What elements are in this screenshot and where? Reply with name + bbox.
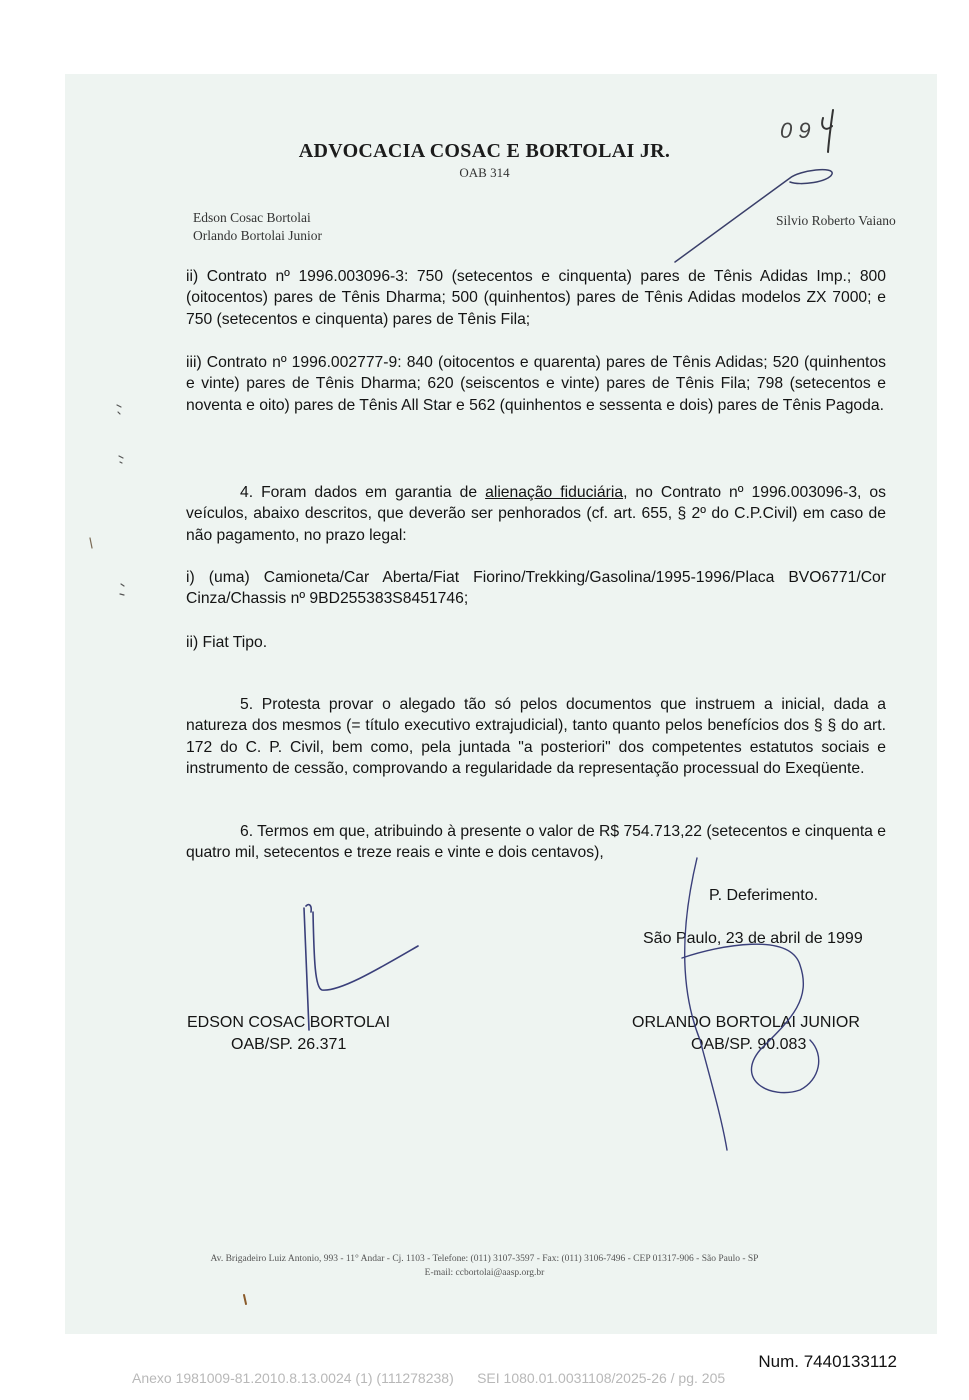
firm-oab: OAB 314	[459, 165, 510, 180]
page-mark: 0 9	[780, 118, 811, 143]
signer-left-name: EDSON COSAC BORTOLAI	[187, 1014, 391, 1031]
header-flourish	[675, 170, 832, 262]
paragraph-5: 5. Protesta provar o alegado tão só pelos documentos que instruem a inicial, dada a natureza dos mesmos (= título executivo extrajudicial), tanto quanto pelos benefícios dos § § do art. 172 do C. P. Civil, bem como, pela juntada "a posteriori" dos competentes estatutos sociais e instrumento de cessão, comprovando a regularidade da representação processual do Exeqüente.	[186, 696, 886, 777]
p4-underlined: alienação fiduciária	[485, 484, 624, 501]
contract-iii: iii) Contrato nº 1996.002777-9: 840 (oitocentos e quarenta) pares de Tênis Adidas; 520 (quinhentos e vinte) pares de Tênis Dharma; 620 (seiscentos e vinte) pares de Tênis Fila; 798 (setecentos e noventa e oito) pares de Tênis All Star e 562 (quinhentos e sessenta e dois) pares de Tênis Pagoda.	[186, 354, 886, 414]
signature-left	[304, 905, 418, 1030]
signer-left-oab: OAB/SP. 26.371	[231, 1036, 347, 1053]
partner-left-2: Orlando Bortolai Junior	[193, 228, 322, 243]
margin-mark-4	[90, 538, 92, 548]
vehicle-ii: ii) Fiat Tipo.	[186, 634, 268, 651]
document-number: Num. 7440133112	[758, 1352, 897, 1371]
annex-reference: Anexo 1981009-81.2010.8.13.0024 (1) (111278238) SEI 1080.01.0031108/2025-26 / pg. 205	[132, 1370, 726, 1386]
p4-text-end: , no Contrato nº 1996.003096-3, os veículos, abaixo descritos, que deverão ser penhorados (cf. art. 655, § 2º do C.P.Civil) em caso de não pagamento, no prazo legal:	[186, 484, 886, 544]
contract-ii: ii) Contrato nº 1996.003096-3: 750 (setecentos e cinquenta) pares de Tênis Adidas Imp.; 800 (oitocentos) pares de Tênis Dharma; 500 (quinhentos) pares de Tênis Adidas modelos ZX 7000; e 750 (setecentos e cinquenta) pares de Tênis Fila;	[186, 268, 886, 328]
partner-right: Silvio Roberto Vaiano	[776, 213, 896, 228]
margin-mark-2	[119, 456, 123, 463]
firm-name: ADVOCACIA COSAC E BORTOLAI JR.	[298, 140, 671, 162]
footer-email: E-mail: ccbortolai@aasp.org.br	[424, 1268, 545, 1278]
p4-text-start: 4. Foram dados em garantia de	[240, 484, 486, 501]
margin-mark-1	[117, 405, 121, 414]
margin-mark-5	[244, 1295, 246, 1304]
place-date: São Paulo, 23 de abril de 1999	[643, 930, 863, 947]
margin-mark-3	[120, 584, 124, 595]
signer-right-name: ORLANDO BORTOLAI JUNIOR	[632, 1014, 860, 1031]
paragraph-6: 6. Termos em que, atribuindo à presente o valor de R$ 754.713,22 (setecentos e cinquenta e quatro mil, setecentos e treze reais e vinte e dois centavos),	[186, 823, 886, 862]
signer-right-oab: OAB/SP. 90.083	[691, 1036, 807, 1053]
deferimento: P. Deferimento.	[709, 887, 819, 904]
vehicle-i: i) (uma) Camioneta/Car Aberta/Fiat Fiorino/Trekking/Gasolina/1995-1996/Placa BVO6771/Cor Cinza/Chassis nº 9BD255383S8451746;	[186, 569, 886, 608]
partner-left-1: Edson Cosac Bortolai	[193, 210, 311, 225]
footer-address: Av. Brigadeiro Luiz Antonio, 993 - 11° Andar - Cj. 1103 - Telefone: (011) 3107-3597 - Fax: (011) 3106-7496 - CEP 01317-906 - São Paulo - SP	[210, 1254, 759, 1264]
signature-right	[682, 858, 819, 1150]
page-number-handwriting	[822, 110, 833, 152]
